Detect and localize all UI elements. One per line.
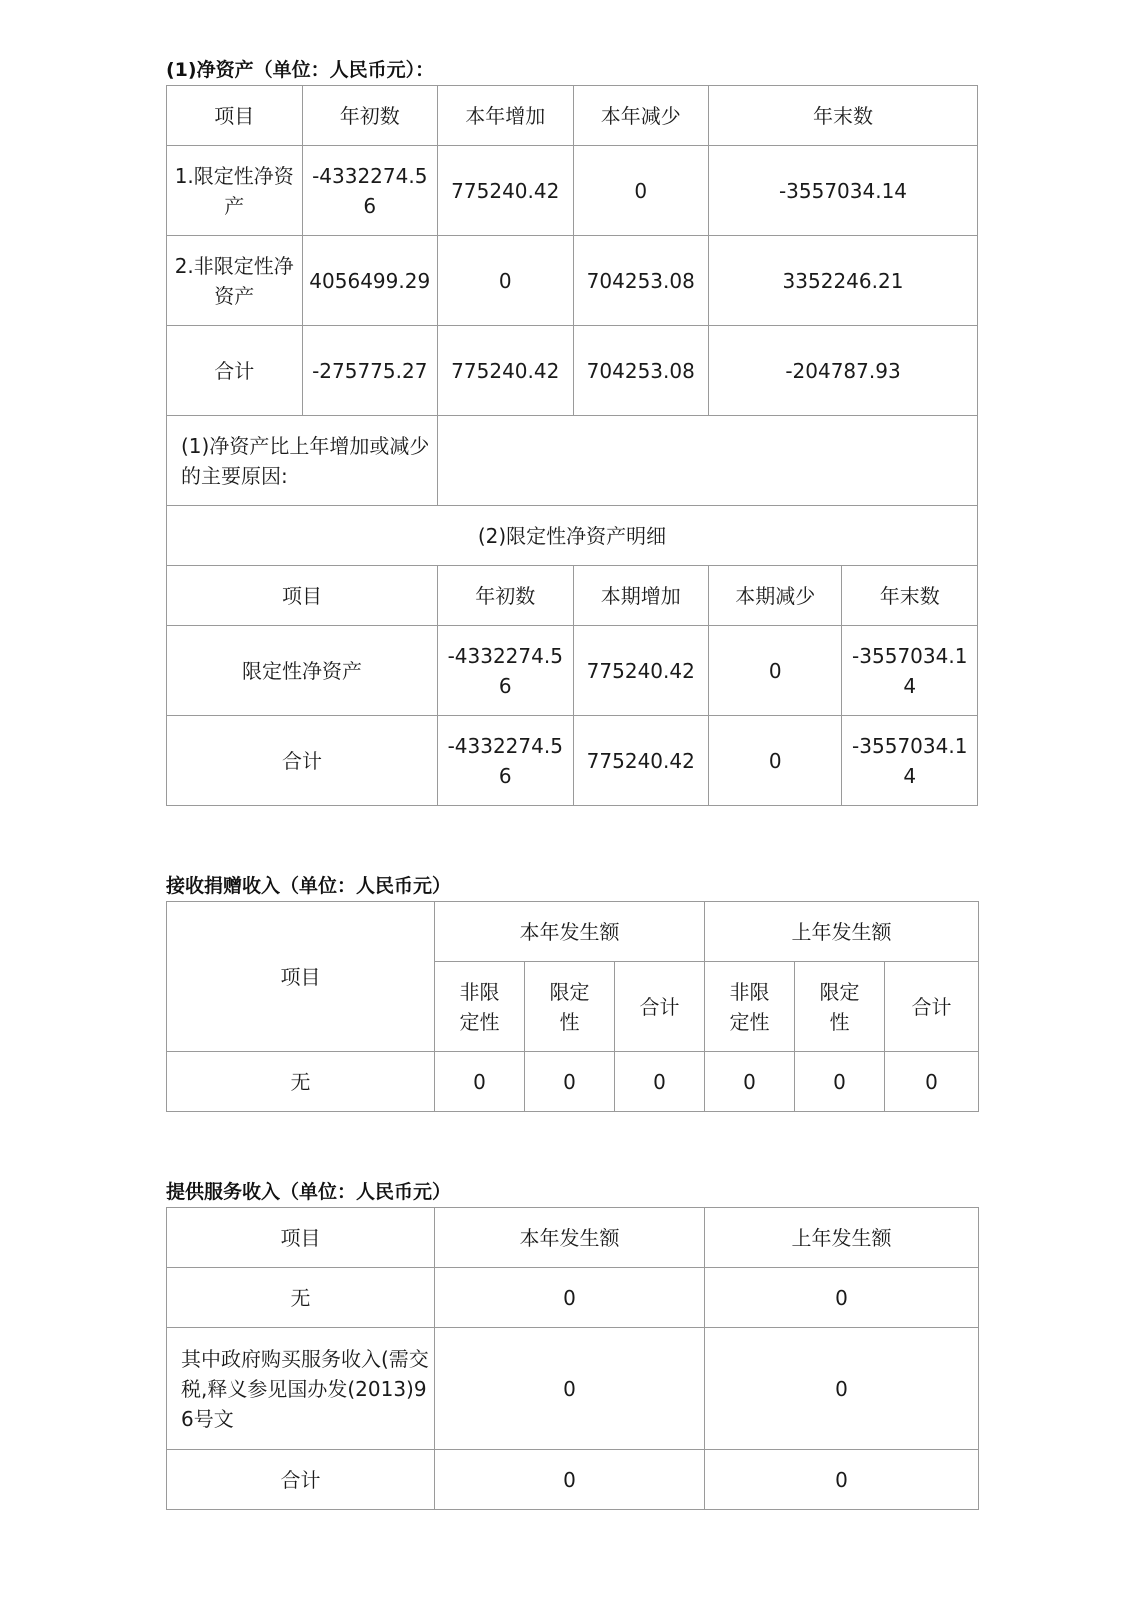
row-label: 无	[167, 1268, 435, 1328]
header-cell: 本年发生额	[435, 1208, 705, 1268]
value-cell: 4056499.29	[302, 236, 438, 326]
row-label: 合计	[167, 326, 303, 416]
header-cell: 年末数	[709, 86, 978, 146]
header-cell: 本期增加	[573, 566, 709, 626]
value-cell: 0	[705, 1328, 979, 1450]
row-label: 合计	[167, 716, 438, 806]
header-cell: 上年发生额	[705, 1208, 979, 1268]
table-row	[167, 1052, 979, 1112]
header-cell: 本年增加	[438, 86, 574, 146]
value-cell: 0	[705, 1450, 979, 1510]
row-label: 2.非限定性净资产	[167, 236, 303, 326]
value-cell: -3557034.14	[709, 146, 978, 236]
value-cell: -204787.93	[709, 326, 978, 416]
header-cell: 限定性	[525, 962, 615, 1052]
header-cell: 项目	[167, 902, 435, 1052]
donation-income-title: 接收捐赠收入（单位：人民币元）	[166, 875, 452, 897]
header-cell: 非限定性	[705, 962, 795, 1052]
header-cell: 限定性	[795, 962, 885, 1052]
table-row	[167, 1450, 979, 1510]
table-header-row	[167, 566, 978, 626]
header-cell: 年初数	[438, 566, 574, 626]
header-cell: 非限定性	[435, 962, 525, 1052]
table-row	[167, 236, 978, 326]
value-cell: -275775.27	[302, 326, 438, 416]
value-cell: 0	[438, 236, 574, 326]
table-row	[167, 1268, 979, 1328]
value-cell: 0	[573, 146, 709, 236]
table-row	[167, 326, 978, 416]
row-label: 1.限定性净资产	[167, 146, 303, 236]
value-cell: 0	[885, 1052, 979, 1112]
value-cell: -4332274.56	[302, 146, 438, 236]
table-row	[167, 716, 978, 806]
table-header-row	[167, 86, 978, 146]
value-cell: 0	[525, 1052, 615, 1112]
table-header-row	[167, 1208, 979, 1268]
value-cell: 0	[435, 1052, 525, 1112]
service-income-table	[166, 1207, 979, 1510]
header-cell: 本期减少	[709, 566, 842, 626]
value-cell: -3557034.14	[842, 626, 978, 716]
header-cell: 项目	[167, 566, 438, 626]
reason-row	[167, 416, 978, 506]
subsection-title: (2)限定性净资产明细	[167, 506, 978, 566]
value-cell: 3352246.21	[709, 236, 978, 326]
value-cell: 775240.42	[573, 716, 709, 806]
value-cell: 704253.08	[573, 236, 709, 326]
group-header-current: 本年发生额	[435, 902, 705, 962]
table-row	[167, 626, 978, 716]
donation-income-table	[166, 901, 979, 1112]
table-header-row	[167, 902, 979, 962]
value-cell: -4332274.56	[438, 626, 574, 716]
header-cell: 合计	[615, 962, 705, 1052]
value-cell: 0	[435, 1268, 705, 1328]
header-cell: 年初数	[302, 86, 438, 146]
value-cell: 704253.08	[573, 326, 709, 416]
value-cell: -4332274.56	[438, 716, 574, 806]
value-cell: 0	[435, 1328, 705, 1450]
value-cell: 775240.42	[573, 626, 709, 716]
header-cell: 项目	[167, 86, 303, 146]
value-cell: 0	[709, 716, 842, 806]
table-row	[167, 146, 978, 236]
value-cell: 0	[435, 1450, 705, 1510]
value-cell: 0	[705, 1268, 979, 1328]
value-cell: 0	[709, 626, 842, 716]
header-cell: 项目	[167, 1208, 435, 1268]
value-cell: -3557034.14	[842, 716, 978, 806]
reason-value	[438, 416, 978, 506]
row-label: 合计	[167, 1450, 435, 1510]
value-cell: 0	[795, 1052, 885, 1112]
group-header-prior: 上年发生额	[705, 902, 979, 962]
header-cell: 年末数	[842, 566, 978, 626]
value-cell: 775240.42	[438, 326, 574, 416]
net-assets-table	[166, 85, 978, 806]
row-label: 无	[167, 1052, 435, 1112]
value-cell: 775240.42	[438, 146, 574, 236]
value-cell: 0	[705, 1052, 795, 1112]
net-assets-title: (1)净资产（单位：人民币元）：	[166, 59, 435, 81]
row-label: 限定性净资产	[167, 626, 438, 716]
service-income-title: 提供服务收入（单位：人民币元）	[166, 1181, 452, 1203]
table-row	[167, 1328, 979, 1450]
reason-label: (1)净资产比上年增加或减少的主要原因:	[167, 416, 438, 506]
header-cell: 合计	[885, 962, 979, 1052]
header-cell: 本年减少	[573, 86, 709, 146]
row-label: 其中政府购买服务收入(需交税,释义参见国办发(2013)96号文	[167, 1328, 435, 1450]
subsection-title-row	[167, 506, 978, 566]
value-cell: 0	[615, 1052, 705, 1112]
